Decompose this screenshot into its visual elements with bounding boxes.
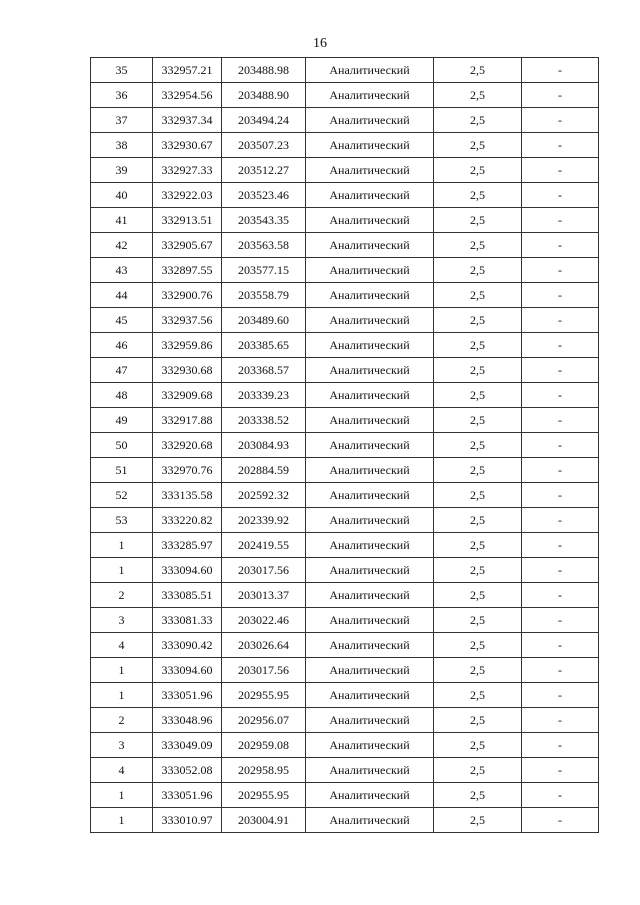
accuracy-cell: 2,5 xyxy=(434,808,522,833)
point-number-cell: 45 xyxy=(91,308,153,333)
table-row xyxy=(91,258,599,283)
table-row xyxy=(91,83,599,108)
x-coordinate-cell: 333052.08 xyxy=(153,758,222,783)
table-row xyxy=(91,158,599,183)
method-cell: Аналитический xyxy=(306,433,434,458)
point-number-cell: 1 xyxy=(91,808,153,833)
x-coordinate-cell: 333135.58 xyxy=(153,483,222,508)
y-coordinate-cell: 203026.64 xyxy=(222,633,306,658)
x-coordinate-cell: 333051.96 xyxy=(153,683,222,708)
method-cell: Аналитический xyxy=(306,558,434,583)
table-row xyxy=(91,183,599,208)
method-cell: Аналитический xyxy=(306,83,434,108)
method-cell: Аналитический xyxy=(306,583,434,608)
table-row xyxy=(91,58,599,83)
point-number-cell: 46 xyxy=(91,333,153,358)
table-row xyxy=(91,533,599,558)
extra-cell: - xyxy=(522,633,599,658)
y-coordinate-cell: 203577.15 xyxy=(222,258,306,283)
point-number-cell: 52 xyxy=(91,483,153,508)
y-coordinate-cell: 202955.95 xyxy=(222,683,306,708)
x-coordinate-cell: 332970.76 xyxy=(153,458,222,483)
accuracy-cell: 2,5 xyxy=(434,308,522,333)
table-row xyxy=(91,733,599,758)
accuracy-cell: 2,5 xyxy=(434,583,522,608)
accuracy-cell: 2,5 xyxy=(434,758,522,783)
x-coordinate-cell: 332954.56 xyxy=(153,83,222,108)
x-coordinate-cell: 332909.68 xyxy=(153,383,222,408)
point-number-cell: 2 xyxy=(91,708,153,733)
table-row xyxy=(91,283,599,308)
extra-cell: - xyxy=(522,233,599,258)
point-number-cell: 43 xyxy=(91,258,153,283)
y-coordinate-cell: 203084.93 xyxy=(222,433,306,458)
accuracy-cell: 2,5 xyxy=(434,433,522,458)
accuracy-cell: 2,5 xyxy=(434,558,522,583)
method-cell: Аналитический xyxy=(306,483,434,508)
point-number-cell: 1 xyxy=(91,658,153,683)
y-coordinate-cell: 203558.79 xyxy=(222,283,306,308)
accuracy-cell: 2,5 xyxy=(434,283,522,308)
table-row xyxy=(91,633,599,658)
extra-cell: - xyxy=(522,583,599,608)
accuracy-cell: 2,5 xyxy=(434,358,522,383)
point-number-cell: 40 xyxy=(91,183,153,208)
method-cell: Аналитический xyxy=(306,133,434,158)
table-row xyxy=(91,133,599,158)
y-coordinate-cell: 202958.95 xyxy=(222,758,306,783)
x-coordinate-cell: 333090.42 xyxy=(153,633,222,658)
y-coordinate-cell: 203494.24 xyxy=(222,108,306,133)
method-cell: Аналитический xyxy=(306,608,434,633)
x-coordinate-cell: 332959.86 xyxy=(153,333,222,358)
method-cell: Аналитический xyxy=(306,333,434,358)
method-cell: Аналитический xyxy=(306,258,434,283)
extra-cell: - xyxy=(522,458,599,483)
method-cell: Аналитический xyxy=(306,733,434,758)
table-row xyxy=(91,358,599,383)
extra-cell: - xyxy=(522,183,599,208)
accuracy-cell: 2,5 xyxy=(434,233,522,258)
x-coordinate-cell: 332920.68 xyxy=(153,433,222,458)
y-coordinate-cell: 203543.35 xyxy=(222,208,306,233)
extra-cell: - xyxy=(522,108,599,133)
x-coordinate-cell: 333048.96 xyxy=(153,708,222,733)
point-number-cell: 49 xyxy=(91,408,153,433)
y-coordinate-cell: 202955.95 xyxy=(222,783,306,808)
method-cell: Аналитический xyxy=(306,233,434,258)
table-row xyxy=(91,808,599,833)
extra-cell: - xyxy=(522,408,599,433)
accuracy-cell: 2,5 xyxy=(434,608,522,633)
method-cell: Аналитический xyxy=(306,183,434,208)
table-row xyxy=(91,458,599,483)
extra-cell: - xyxy=(522,133,599,158)
accuracy-cell: 2,5 xyxy=(434,708,522,733)
x-coordinate-cell: 333285.97 xyxy=(153,533,222,558)
table-row xyxy=(91,233,599,258)
accuracy-cell: 2,5 xyxy=(434,783,522,808)
point-number-cell: 1 xyxy=(91,683,153,708)
extra-cell: - xyxy=(522,383,599,408)
accuracy-cell: 2,5 xyxy=(434,208,522,233)
y-coordinate-cell: 202884.59 xyxy=(222,458,306,483)
accuracy-cell: 2,5 xyxy=(434,458,522,483)
accuracy-cell: 2,5 xyxy=(434,133,522,158)
extra-cell: - xyxy=(522,533,599,558)
method-cell: Аналитический xyxy=(306,508,434,533)
point-number-cell: 42 xyxy=(91,233,153,258)
method-cell: Аналитический xyxy=(306,808,434,833)
extra-cell: - xyxy=(522,333,599,358)
table-row xyxy=(91,333,599,358)
method-cell: Аналитический xyxy=(306,308,434,333)
x-coordinate-cell: 332930.68 xyxy=(153,358,222,383)
method-cell: Аналитический xyxy=(306,633,434,658)
accuracy-cell: 2,5 xyxy=(434,658,522,683)
extra-cell: - xyxy=(522,683,599,708)
table-row xyxy=(91,408,599,433)
point-number-cell: 44 xyxy=(91,283,153,308)
point-number-cell: 51 xyxy=(91,458,153,483)
y-coordinate-cell: 203488.98 xyxy=(222,58,306,83)
x-coordinate-cell: 332957.21 xyxy=(153,58,222,83)
y-coordinate-cell: 203488.90 xyxy=(222,83,306,108)
x-coordinate-cell: 332937.56 xyxy=(153,308,222,333)
extra-cell: - xyxy=(522,433,599,458)
y-coordinate-cell: 203022.46 xyxy=(222,608,306,633)
y-coordinate-cell: 202339.92 xyxy=(222,508,306,533)
y-coordinate-cell: 203017.56 xyxy=(222,658,306,683)
method-cell: Аналитический xyxy=(306,658,434,683)
x-coordinate-cell: 333010.97 xyxy=(153,808,222,833)
accuracy-cell: 2,5 xyxy=(434,633,522,658)
y-coordinate-cell: 202959.08 xyxy=(222,733,306,758)
point-number-cell: 1 xyxy=(91,533,153,558)
accuracy-cell: 2,5 xyxy=(434,333,522,358)
point-number-cell: 1 xyxy=(91,558,153,583)
accuracy-cell: 2,5 xyxy=(434,508,522,533)
y-coordinate-cell: 203368.57 xyxy=(222,358,306,383)
accuracy-cell: 2,5 xyxy=(434,733,522,758)
method-cell: Аналитический xyxy=(306,108,434,133)
x-coordinate-cell: 333094.60 xyxy=(153,658,222,683)
y-coordinate-cell: 203004.91 xyxy=(222,808,306,833)
method-cell: Аналитический xyxy=(306,283,434,308)
point-number-cell: 39 xyxy=(91,158,153,183)
y-coordinate-cell: 203339.23 xyxy=(222,383,306,408)
extra-cell: - xyxy=(522,508,599,533)
method-cell: Аналитический xyxy=(306,758,434,783)
y-coordinate-cell: 202592.32 xyxy=(222,483,306,508)
point-number-cell: 3 xyxy=(91,608,153,633)
extra-cell: - xyxy=(522,58,599,83)
accuracy-cell: 2,5 xyxy=(434,183,522,208)
x-coordinate-cell: 333094.60 xyxy=(153,558,222,583)
extra-cell: - xyxy=(522,558,599,583)
method-cell: Аналитический xyxy=(306,208,434,233)
y-coordinate-cell: 202956.07 xyxy=(222,708,306,733)
extra-cell: - xyxy=(522,733,599,758)
accuracy-cell: 2,5 xyxy=(434,83,522,108)
x-coordinate-cell: 332905.67 xyxy=(153,233,222,258)
accuracy-cell: 2,5 xyxy=(434,58,522,83)
y-coordinate-cell: 203523.46 xyxy=(222,183,306,208)
accuracy-cell: 2,5 xyxy=(434,258,522,283)
x-coordinate-cell: 332930.67 xyxy=(153,133,222,158)
y-coordinate-cell: 203512.27 xyxy=(222,158,306,183)
y-coordinate-cell: 203338.52 xyxy=(222,408,306,433)
table-row xyxy=(91,308,599,333)
extra-cell: - xyxy=(522,758,599,783)
x-coordinate-cell: 332900.76 xyxy=(153,283,222,308)
table-row xyxy=(91,583,599,608)
table-row xyxy=(91,783,599,808)
accuracy-cell: 2,5 xyxy=(434,533,522,558)
method-cell: Аналитический xyxy=(306,408,434,433)
x-coordinate-cell: 332922.03 xyxy=(153,183,222,208)
table-row xyxy=(91,758,599,783)
table-row xyxy=(91,383,599,408)
extra-cell: - xyxy=(522,208,599,233)
extra-cell: - xyxy=(522,308,599,333)
y-coordinate-cell: 203563.58 xyxy=(222,233,306,258)
point-number-cell: 4 xyxy=(91,633,153,658)
point-number-cell: 35 xyxy=(91,58,153,83)
point-number-cell: 3 xyxy=(91,733,153,758)
method-cell: Аналитический xyxy=(306,458,434,483)
coordinates-table xyxy=(90,57,599,833)
extra-cell: - xyxy=(522,708,599,733)
point-number-cell: 1 xyxy=(91,783,153,808)
method-cell: Аналитический xyxy=(306,783,434,808)
x-coordinate-cell: 333220.82 xyxy=(153,508,222,533)
extra-cell: - xyxy=(522,83,599,108)
x-coordinate-cell: 333049.09 xyxy=(153,733,222,758)
method-cell: Аналитический xyxy=(306,533,434,558)
x-coordinate-cell: 332913.51 xyxy=(153,208,222,233)
table-row xyxy=(91,608,599,633)
extra-cell: - xyxy=(522,658,599,683)
point-number-cell: 36 xyxy=(91,83,153,108)
point-number-cell: 38 xyxy=(91,133,153,158)
table-row xyxy=(91,658,599,683)
point-number-cell: 41 xyxy=(91,208,153,233)
method-cell: Аналитический xyxy=(306,58,434,83)
accuracy-cell: 2,5 xyxy=(434,408,522,433)
table-row xyxy=(91,483,599,508)
accuracy-cell: 2,5 xyxy=(434,683,522,708)
table-row xyxy=(91,108,599,133)
x-coordinate-cell: 332927.33 xyxy=(153,158,222,183)
coordinates-table-body xyxy=(91,58,599,833)
x-coordinate-cell: 332937.34 xyxy=(153,108,222,133)
method-cell: Аналитический xyxy=(306,158,434,183)
extra-cell: - xyxy=(522,783,599,808)
point-number-cell: 2 xyxy=(91,583,153,608)
x-coordinate-cell: 333081.33 xyxy=(153,608,222,633)
extra-cell: - xyxy=(522,808,599,833)
point-number-cell: 48 xyxy=(91,383,153,408)
page-number: 16 xyxy=(313,36,327,51)
extra-cell: - xyxy=(522,358,599,383)
point-number-cell: 53 xyxy=(91,508,153,533)
accuracy-cell: 2,5 xyxy=(434,483,522,508)
table-row xyxy=(91,708,599,733)
point-number-cell: 50 xyxy=(91,433,153,458)
point-number-cell: 47 xyxy=(91,358,153,383)
y-coordinate-cell: 203507.23 xyxy=(222,133,306,158)
table-row xyxy=(91,208,599,233)
y-coordinate-cell: 202419.55 xyxy=(222,533,306,558)
extra-cell: - xyxy=(522,283,599,308)
point-number-cell: 4 xyxy=(91,758,153,783)
x-coordinate-cell: 333085.51 xyxy=(153,583,222,608)
method-cell: Аналитический xyxy=(306,383,434,408)
extra-cell: - xyxy=(522,258,599,283)
method-cell: Аналитический xyxy=(306,708,434,733)
table-row xyxy=(91,433,599,458)
extra-cell: - xyxy=(522,158,599,183)
table-row xyxy=(91,558,599,583)
x-coordinate-cell: 332897.55 xyxy=(153,258,222,283)
extra-cell: - xyxy=(522,483,599,508)
y-coordinate-cell: 203385.65 xyxy=(222,333,306,358)
table-row xyxy=(91,683,599,708)
y-coordinate-cell: 203017.56 xyxy=(222,558,306,583)
point-number-cell: 37 xyxy=(91,108,153,133)
y-coordinate-cell: 203489.60 xyxy=(222,308,306,333)
method-cell: Аналитический xyxy=(306,358,434,383)
accuracy-cell: 2,5 xyxy=(434,158,522,183)
extra-cell: - xyxy=(522,608,599,633)
accuracy-cell: 2,5 xyxy=(434,108,522,133)
method-cell: Аналитический xyxy=(306,683,434,708)
x-coordinate-cell: 333051.96 xyxy=(153,783,222,808)
x-coordinate-cell: 332917.88 xyxy=(153,408,222,433)
accuracy-cell: 2,5 xyxy=(434,383,522,408)
table-row xyxy=(91,508,599,533)
y-coordinate-cell: 203013.37 xyxy=(222,583,306,608)
